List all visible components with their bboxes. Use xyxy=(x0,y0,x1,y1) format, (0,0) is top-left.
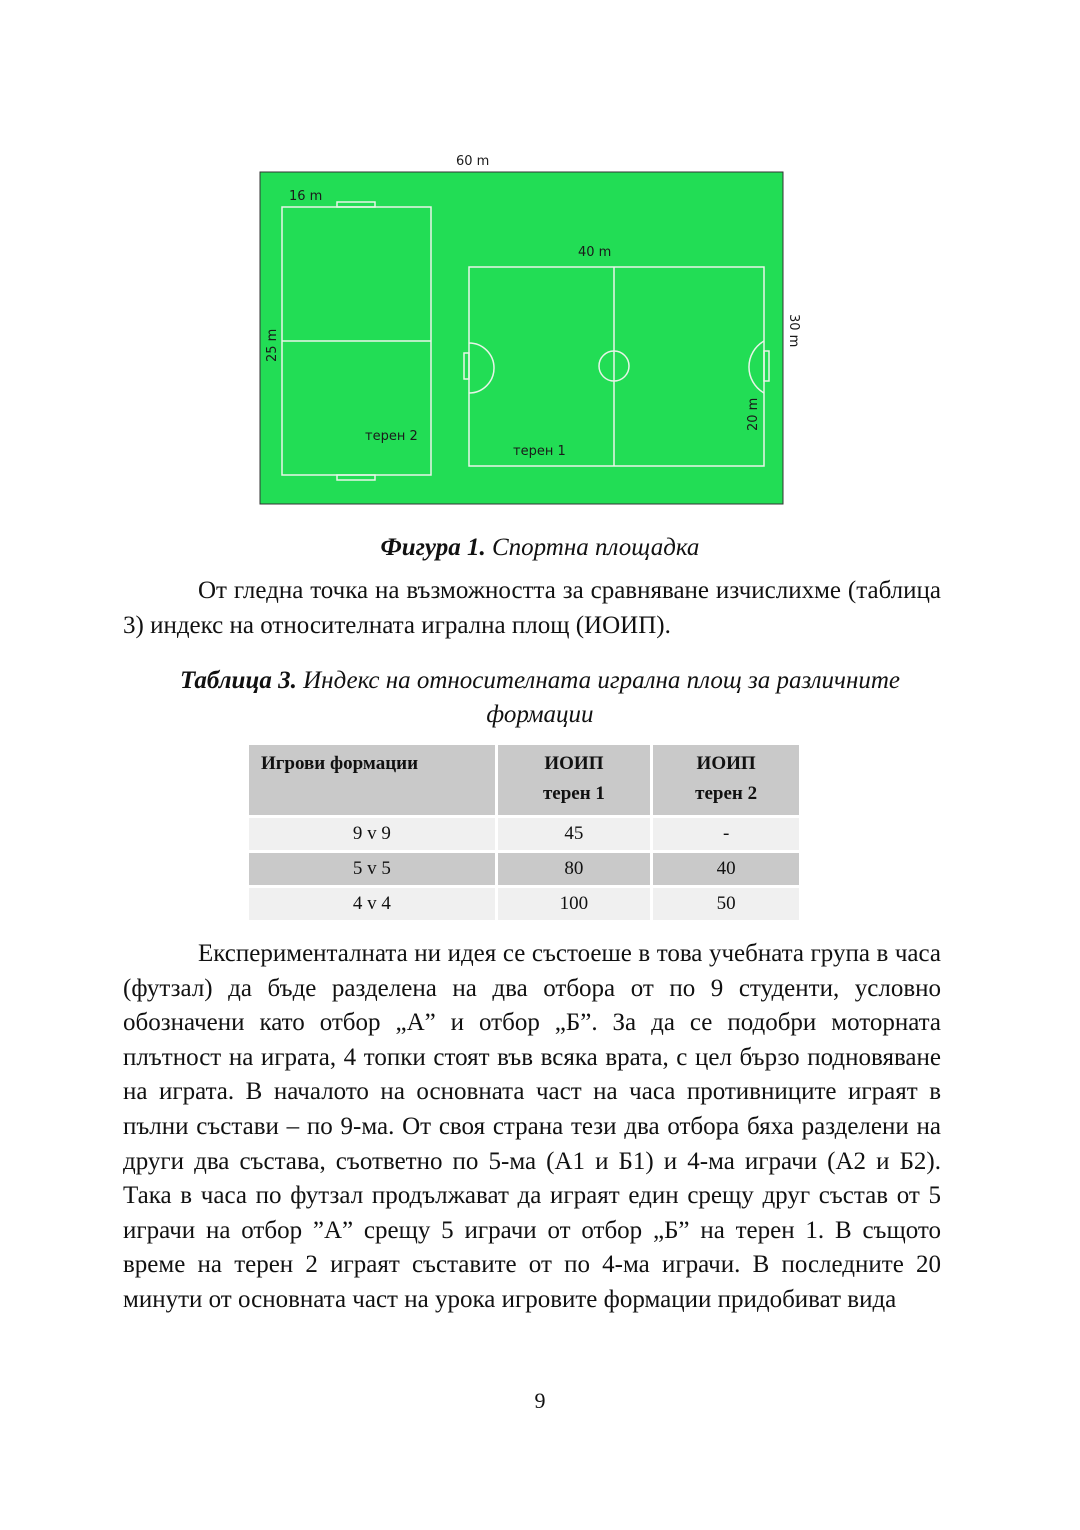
header-ioip-pitch2-line1: ИОИП xyxy=(696,753,756,774)
table-row xyxy=(249,888,799,920)
header-ioip-pitch2-line2: терен 2 xyxy=(695,783,758,804)
cell-formation: 5 v 5 xyxy=(249,853,495,885)
table-caption xyxy=(140,664,940,732)
pitch2-length-label: 25 m xyxy=(265,328,280,362)
page-number: 9 xyxy=(534,1388,546,1413)
pitch1-name-label: терен 1 xyxy=(513,444,566,459)
cell-pitch1: 100 xyxy=(498,888,651,920)
figure-caption xyxy=(0,532,1080,564)
pitch1-width-label: 20 m xyxy=(746,397,761,431)
figure-caption-title: Спортна площадка xyxy=(491,534,700,561)
pitch2-name-label: терен 2 xyxy=(365,429,418,444)
cell-pitch1: 80 xyxy=(498,853,651,885)
paragraph-intro-text: От гледна точка на възможността за сравняване изчислихме (таблица 3) индекс на относителната игрална площ (ИОИП). xyxy=(123,577,941,639)
header-ioip-pitch2 xyxy=(653,745,799,815)
cell-pitch1: 45 xyxy=(498,818,651,850)
cell-formation: 4 v 4 xyxy=(249,888,495,920)
total-width-label: 60 m xyxy=(456,154,490,169)
header-ioip-pitch1-line2: терен 1 xyxy=(542,783,605,804)
table-caption-title: Индекс на относителната игрална площ за различните формации xyxy=(303,667,900,728)
header-ioip-pitch1-line1: ИОИП xyxy=(544,753,604,774)
cell-pitch2: 40 xyxy=(653,853,799,885)
sports-field-figure xyxy=(255,148,801,518)
paragraph-intro xyxy=(123,574,941,643)
table-caption-number: Таблица 3. xyxy=(180,667,297,694)
table-header-row xyxy=(249,745,799,815)
ioip-table xyxy=(246,742,802,923)
table-row xyxy=(249,818,799,850)
cell-pitch2: - xyxy=(653,818,799,850)
pitch2-width-label: 16 m xyxy=(289,189,323,204)
pitch1-length-label: 40 m xyxy=(578,245,612,260)
cell-formation: 9 v 9 xyxy=(249,818,495,850)
field-diagram xyxy=(255,148,801,518)
total-height-label: 30 m xyxy=(786,314,801,348)
header-ioip-pitch1 xyxy=(498,745,651,815)
header-formations: Игрови формации xyxy=(249,745,495,815)
paragraph-experiment-text: Експерименталната ни идея се състоеше в това учебната група в часа (футзал) да бъде разделена на два отбора от по 9 студенти, условно обозначени като отбор „А” и отбор „Б”. За да се подобри моторната плътност на играта, 4 топки стоят във всяка врата, с цел бързо подновяване на играта. В началото на основната част на часа противниците играят в пълни състави – по 9-ма. От своя страна тези два отбора бяха разделени на други два състава, съответно по 5-ма (А1 и Б1) и 4-ма играчи (А2 и Б2). Така в часа по футзал продължават да играят един срещу друг състав от 5 играчи на отбор ”А” срещу 5 играчи от отбор „Б” на терен 1. В същото време на терен 2 играят съставите от по 4-ма играчи. В последните 20 минути от основната част на урока игровите формации придобиват вида xyxy=(123,940,941,1313)
cell-pitch2: 50 xyxy=(653,888,799,920)
figure-caption-number: Фигура 1. xyxy=(380,534,486,561)
paragraph-experiment xyxy=(123,937,941,1318)
table-row xyxy=(249,853,799,885)
